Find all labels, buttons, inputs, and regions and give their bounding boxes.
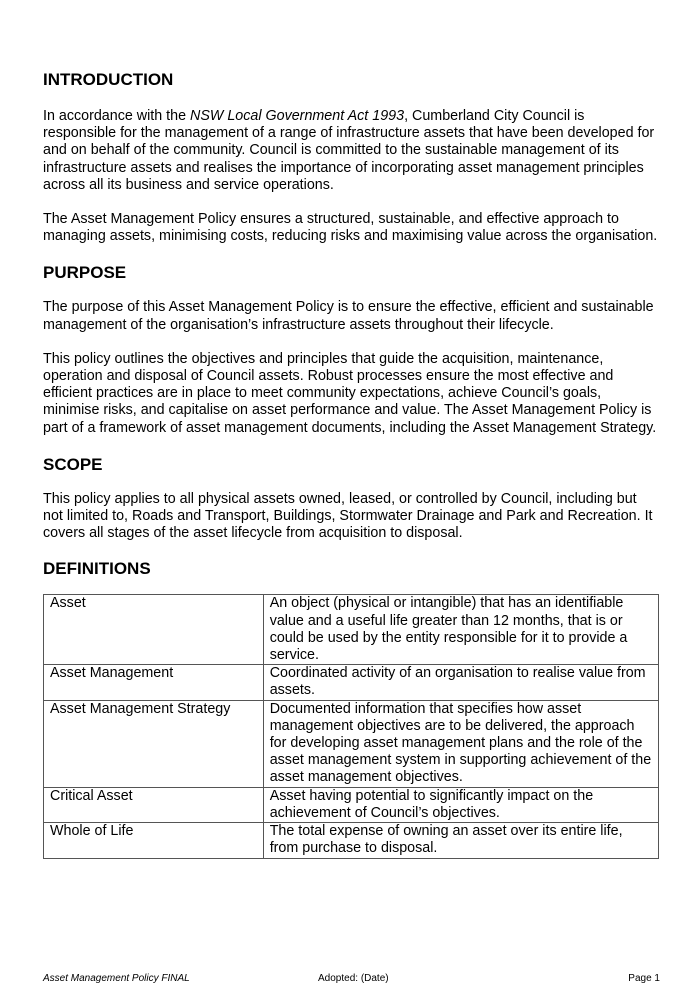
scope-heading: SCOPE xyxy=(43,454,103,474)
introduction-text-end: , Cumberland City Council is responsible for the management of a range of infrastructure assets that have been developed for and on behalf of the community. Council is committed to the sustainable management of its infrastructure assets and realises the importance of incorporating asset management principles across all its business and service operations. xyxy=(43,108,655,193)
table-row xyxy=(44,595,659,665)
footer-adopted-date: Adopted: (Date) xyxy=(318,973,389,984)
footer-page-number: Page 1 xyxy=(628,973,660,984)
introduction-paragraph-2: The Asset Management Policy ensures a structured, sustainable, and effective approach to managing assets, minimising costs, reducing risks and maximising value across the organisation. xyxy=(43,211,658,245)
purpose-paragraph-2: This policy outlines the objectives and principles that guide the acquisition, maintenance, operation and disposal of Council assets. Robust processes ensure the most effective and efficient practices are in place to meet community expectations, achieve Council’s goals, minimise risks, and capitalise on asset performance and value. The Asset Management Policy is part of a framework of asset management documents, including the Asset Management Strategy. xyxy=(43,350,657,436)
definition-term: Asset Management Strategy xyxy=(44,700,264,787)
definitions-heading: DEFINITIONS xyxy=(43,559,151,579)
introduction-heading: INTRODUCTION xyxy=(43,70,174,89)
definition-term: Critical Asset xyxy=(44,787,264,822)
definition-text: An object (physical or intangible) that has an identifiable value and a useful life greater than 12 months, that is or could be used by the entity responsible for it to provide a service. xyxy=(263,595,658,665)
definition-text: Asset having potential to significantly impact on the achievement of Council’s objectives. xyxy=(263,787,658,822)
footer-document-title: Asset Management Policy FINAL xyxy=(43,973,190,984)
introduction-paragraph-1 xyxy=(43,108,658,194)
purpose-heading: PURPOSE xyxy=(43,263,127,283)
scope-paragraph: This policy applies to all physical assets owned, leased, or controlled by Council, including but not limited to, Roads and Transport, Buildings, Stormwater Drainage and Park and Recreation. It covers all stages of the asset lifecycle from acquisition to disposal. xyxy=(43,490,653,542)
table-row xyxy=(44,665,659,700)
definition-text: Coordinated activity of an organisation to realise value from assets. xyxy=(263,665,658,700)
legislation-reference: NSW Local Government Act 1993 xyxy=(190,108,405,124)
definition-term: Whole of Life xyxy=(44,823,264,858)
introduction-text-start: In accordance with the xyxy=(43,108,191,124)
policy-page xyxy=(43,70,658,859)
purpose-paragraph-1: The purpose of this Asset Management Policy is to ensure the effective, efficient and sustainable management of the organisation’s infrastructure assets throughout their lifecycle. xyxy=(43,299,654,333)
definition-term: Asset Management xyxy=(44,665,264,700)
table-row xyxy=(44,823,659,858)
definition-text: Documented information that specifies how asset management objectives are to be delivered, the approach for developing asset management plans and the role of the asset management system in supporting achievement of the asset management objectives. xyxy=(263,700,658,787)
definition-text: The total expense of owning an asset over its entire life, from purchase to disposal. xyxy=(263,823,658,858)
definitions-table xyxy=(43,594,659,858)
definition-term: Asset xyxy=(44,595,264,665)
table-row xyxy=(44,787,659,822)
table-row xyxy=(44,700,659,787)
